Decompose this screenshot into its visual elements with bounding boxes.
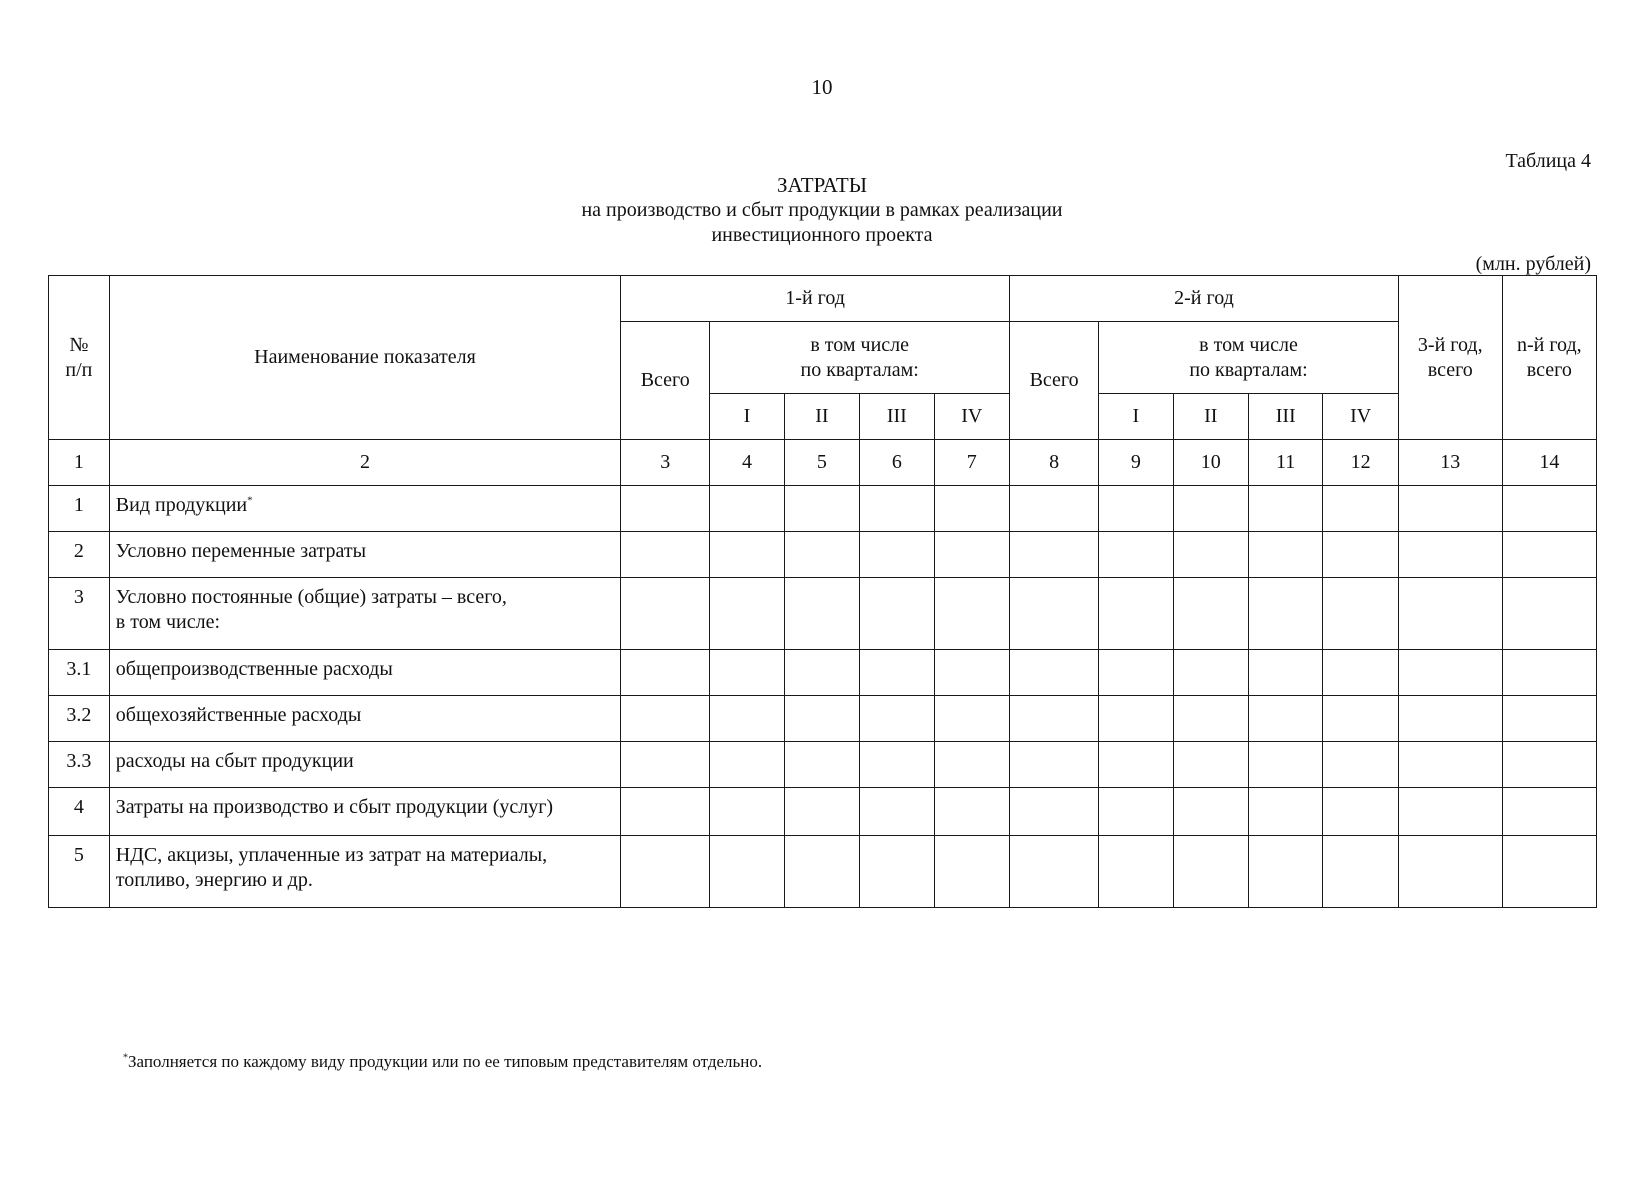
data-cell: [1248, 742, 1322, 788]
row-number: 3.3: [49, 742, 110, 788]
data-cell: [934, 696, 1010, 742]
data-cell: [1248, 696, 1322, 742]
data-cell: [621, 836, 710, 908]
header-y2-quarter-4: IV: [1323, 394, 1399, 440]
row-indicator-name: [109, 532, 620, 578]
data-cell: [1398, 578, 1502, 650]
data-cell: [860, 650, 934, 696]
row-name-text-line-2: в том числе:: [115, 611, 221, 633]
data-cell: [860, 696, 934, 742]
document-title: [0, 173, 1644, 248]
title-main: ЗАТРАТЫ: [776, 173, 868, 197]
column-number: 14: [1502, 440, 1596, 486]
column-number: 2: [109, 440, 620, 486]
column-number: 3: [621, 440, 710, 486]
table-row: [49, 578, 1597, 650]
table-row: [49, 836, 1597, 908]
data-cell: [1248, 578, 1322, 650]
column-number: 6: [860, 440, 934, 486]
data-cell: [1323, 486, 1399, 532]
data-cell: [1173, 486, 1248, 532]
table-label: Таблица 4: [1505, 150, 1591, 172]
data-cell: [710, 742, 784, 788]
row-name-text: Затраты на производство и сбыт продукции (услуг): [115, 796, 554, 818]
header-year-3-line-1: 3-й год,: [1417, 333, 1483, 356]
data-cell: [1398, 696, 1502, 742]
column-number: 12: [1323, 440, 1399, 486]
data-cell: [1173, 532, 1248, 578]
data-cell: [1010, 650, 1099, 696]
header-year-1-incl-line-1: в том числе: [810, 333, 910, 356]
data-cell: [1248, 836, 1322, 908]
data-cell: [1173, 836, 1248, 908]
row-number: 4: [49, 788, 110, 836]
row-indicator-name: [109, 578, 620, 650]
row-indicator-name: [109, 836, 620, 908]
data-cell: [1502, 788, 1596, 836]
row-number: 5: [49, 836, 110, 908]
header-year-2-quarters: [1099, 322, 1399, 394]
data-cell: [1323, 742, 1399, 788]
cost-table: [48, 275, 1597, 908]
column-number-row: [49, 440, 1597, 486]
data-cell: [1099, 742, 1173, 788]
data-cell: [621, 696, 710, 742]
data-cell: [784, 788, 859, 836]
header-indicator-name: Наименование показателя: [109, 276, 620, 440]
header-year-n: [1502, 276, 1596, 440]
row-name-text: общехозяйственные расходы: [115, 704, 362, 726]
data-cell: [1173, 650, 1248, 696]
data-cell: [784, 486, 859, 532]
header-year-2-incl-line-1: в том числе: [1199, 333, 1298, 356]
data-cell: [621, 532, 710, 578]
header-y1-quarter-3: III: [860, 394, 934, 440]
row-number: 1: [49, 486, 110, 532]
table-body: [49, 276, 1597, 908]
header-number-line-1: №: [69, 333, 89, 356]
data-cell: [1323, 696, 1399, 742]
table-row: [49, 486, 1597, 532]
row-number: 2: [49, 532, 110, 578]
data-cell: [1010, 486, 1099, 532]
data-cell: [1323, 532, 1399, 578]
column-number: 4: [710, 440, 784, 486]
data-cell: [1099, 788, 1173, 836]
footnote: [123, 1052, 762, 1072]
data-cell: [1502, 532, 1596, 578]
row-indicator-name: [109, 742, 620, 788]
row-number: 3.2: [49, 696, 110, 742]
data-cell: [784, 650, 859, 696]
data-cell: [1323, 650, 1399, 696]
header-year-n-line-2: всего: [1526, 358, 1572, 381]
row-name-text: Условно переменные затраты: [115, 540, 367, 562]
row-name-text: общепроизводственные расходы: [115, 658, 393, 680]
data-cell: [1323, 836, 1399, 908]
data-cell: [860, 836, 934, 908]
header-year-3-line-2: всего: [1427, 358, 1473, 381]
header-year-1-quarters: [710, 322, 1010, 394]
row-footnote-mark: *: [247, 494, 253, 507]
column-number: 11: [1248, 440, 1322, 486]
row-number: 3: [49, 578, 110, 650]
data-cell: [1099, 532, 1173, 578]
data-cell: [1010, 532, 1099, 578]
data-cell: [1173, 696, 1248, 742]
data-cell: [784, 742, 859, 788]
header-year-2-incl-line-2: по кварталам:: [1189, 358, 1308, 381]
data-cell: [710, 788, 784, 836]
data-cell: [784, 836, 859, 908]
row-name-text: расходы на сбыт продукции: [115, 750, 354, 772]
data-cell: [1099, 650, 1173, 696]
row-number: 3.1: [49, 650, 110, 696]
table-row: [49, 742, 1597, 788]
header-year-n-line-1: n-й год,: [1516, 333, 1582, 356]
row-indicator-name: [109, 650, 620, 696]
data-cell: [1398, 788, 1502, 836]
header-y1-quarter-2: II: [784, 394, 859, 440]
page-number: 10: [811, 75, 833, 99]
footnote-mark: *: [123, 1052, 128, 1064]
header-year-2-total: Всего: [1010, 322, 1099, 440]
data-cell: [621, 486, 710, 532]
data-cell: [1010, 836, 1099, 908]
data-cell: [934, 650, 1010, 696]
data-cell: [860, 742, 934, 788]
row-name-text: Вид продукции: [115, 494, 248, 516]
header-y2-quarter-3: III: [1248, 394, 1322, 440]
row-name-text: НДС, акцизы, уплаченные из затрат на материалы,: [115, 844, 548, 866]
column-number: 10: [1173, 440, 1248, 486]
data-cell: [1398, 650, 1502, 696]
column-number: 8: [1010, 440, 1099, 486]
column-number: 13: [1398, 440, 1502, 486]
data-cell: [710, 532, 784, 578]
data-cell: [710, 696, 784, 742]
data-cell: [1248, 650, 1322, 696]
data-cell: [1398, 742, 1502, 788]
data-cell: [1173, 578, 1248, 650]
data-cell: [934, 486, 1010, 532]
column-number: 9: [1099, 440, 1173, 486]
header-number: [49, 276, 110, 440]
data-cell: [1398, 836, 1502, 908]
table-row: [49, 532, 1597, 578]
data-cell: [1010, 742, 1099, 788]
header-year-3: [1398, 276, 1502, 440]
data-cell: [1010, 578, 1099, 650]
column-number: 7: [934, 440, 1010, 486]
data-cell: [860, 788, 934, 836]
data-cell: [1173, 788, 1248, 836]
column-number: 5: [784, 440, 859, 486]
column-number: 1: [49, 440, 110, 486]
data-cell: [1502, 486, 1596, 532]
data-cell: [1173, 742, 1248, 788]
data-cell: [860, 578, 934, 650]
data-cell: [1099, 486, 1173, 532]
data-cell: [1248, 532, 1322, 578]
header-y2-quarter-2: II: [1173, 394, 1248, 440]
row-indicator-name: [109, 788, 620, 836]
data-cell: [621, 650, 710, 696]
data-cell: [1398, 532, 1502, 578]
header-row-years: [49, 276, 1597, 322]
data-cell: [1502, 836, 1596, 908]
header-year-1-incl-line-2: по кварталам:: [800, 358, 919, 381]
data-cell: [1323, 788, 1399, 836]
data-cell: [860, 532, 934, 578]
title-line-2: инвестиционного проекта: [711, 224, 933, 246]
data-cell: [784, 532, 859, 578]
data-cell: [934, 532, 1010, 578]
data-cell: [1099, 696, 1173, 742]
data-cell: [621, 788, 710, 836]
data-cell: [784, 578, 859, 650]
data-cell: [1502, 696, 1596, 742]
table-row: [49, 788, 1597, 836]
header-year-1-total: Всего: [621, 322, 710, 440]
data-cell: [621, 578, 710, 650]
header-year-1: 1-й год: [621, 276, 1010, 322]
data-cell: [934, 742, 1010, 788]
row-name-text-line-2: топливо, энергию и др.: [115, 869, 313, 891]
data-cell: [860, 486, 934, 532]
row-indicator-name: [109, 696, 620, 742]
row-name-text: Условно постоянные (общие) затраты – всего,: [115, 586, 507, 608]
footnote-text: Заполняется по каждому виду продукции или по ее типовым представителям отдельно.: [128, 1052, 763, 1071]
data-cell: [1502, 742, 1596, 788]
header-y2-quarter-1: I: [1099, 394, 1173, 440]
data-cell: [1248, 486, 1322, 532]
table-row: [49, 650, 1597, 696]
data-cell: [934, 578, 1010, 650]
data-cell: [1502, 578, 1596, 650]
data-cell: [784, 696, 859, 742]
header-y1-quarter-4: IV: [934, 394, 1010, 440]
row-indicator-name: [109, 486, 620, 532]
data-cell: [710, 836, 784, 908]
data-cell: [1248, 788, 1322, 836]
data-cell: [1099, 836, 1173, 908]
header-number-line-2: п/п: [65, 358, 93, 381]
data-cell: [710, 578, 784, 650]
data-cell: [1010, 696, 1099, 742]
data-cell: [934, 788, 1010, 836]
title-line-1: на производство и сбыт продукции в рамках реализации: [581, 199, 1063, 221]
header-year-2: 2-й год: [1010, 276, 1399, 322]
data-cell: [1398, 486, 1502, 532]
data-cell: [1010, 788, 1099, 836]
data-cell: [1502, 650, 1596, 696]
table-row: [49, 696, 1597, 742]
data-cell: [1323, 578, 1399, 650]
data-cell: [621, 742, 710, 788]
data-cell: [934, 836, 1010, 908]
data-cell: [710, 486, 784, 532]
data-cell: [1099, 578, 1173, 650]
header-y1-quarter-1: I: [710, 394, 784, 440]
data-cell: [710, 650, 784, 696]
units-label: (млн. рублей): [1475, 253, 1591, 275]
